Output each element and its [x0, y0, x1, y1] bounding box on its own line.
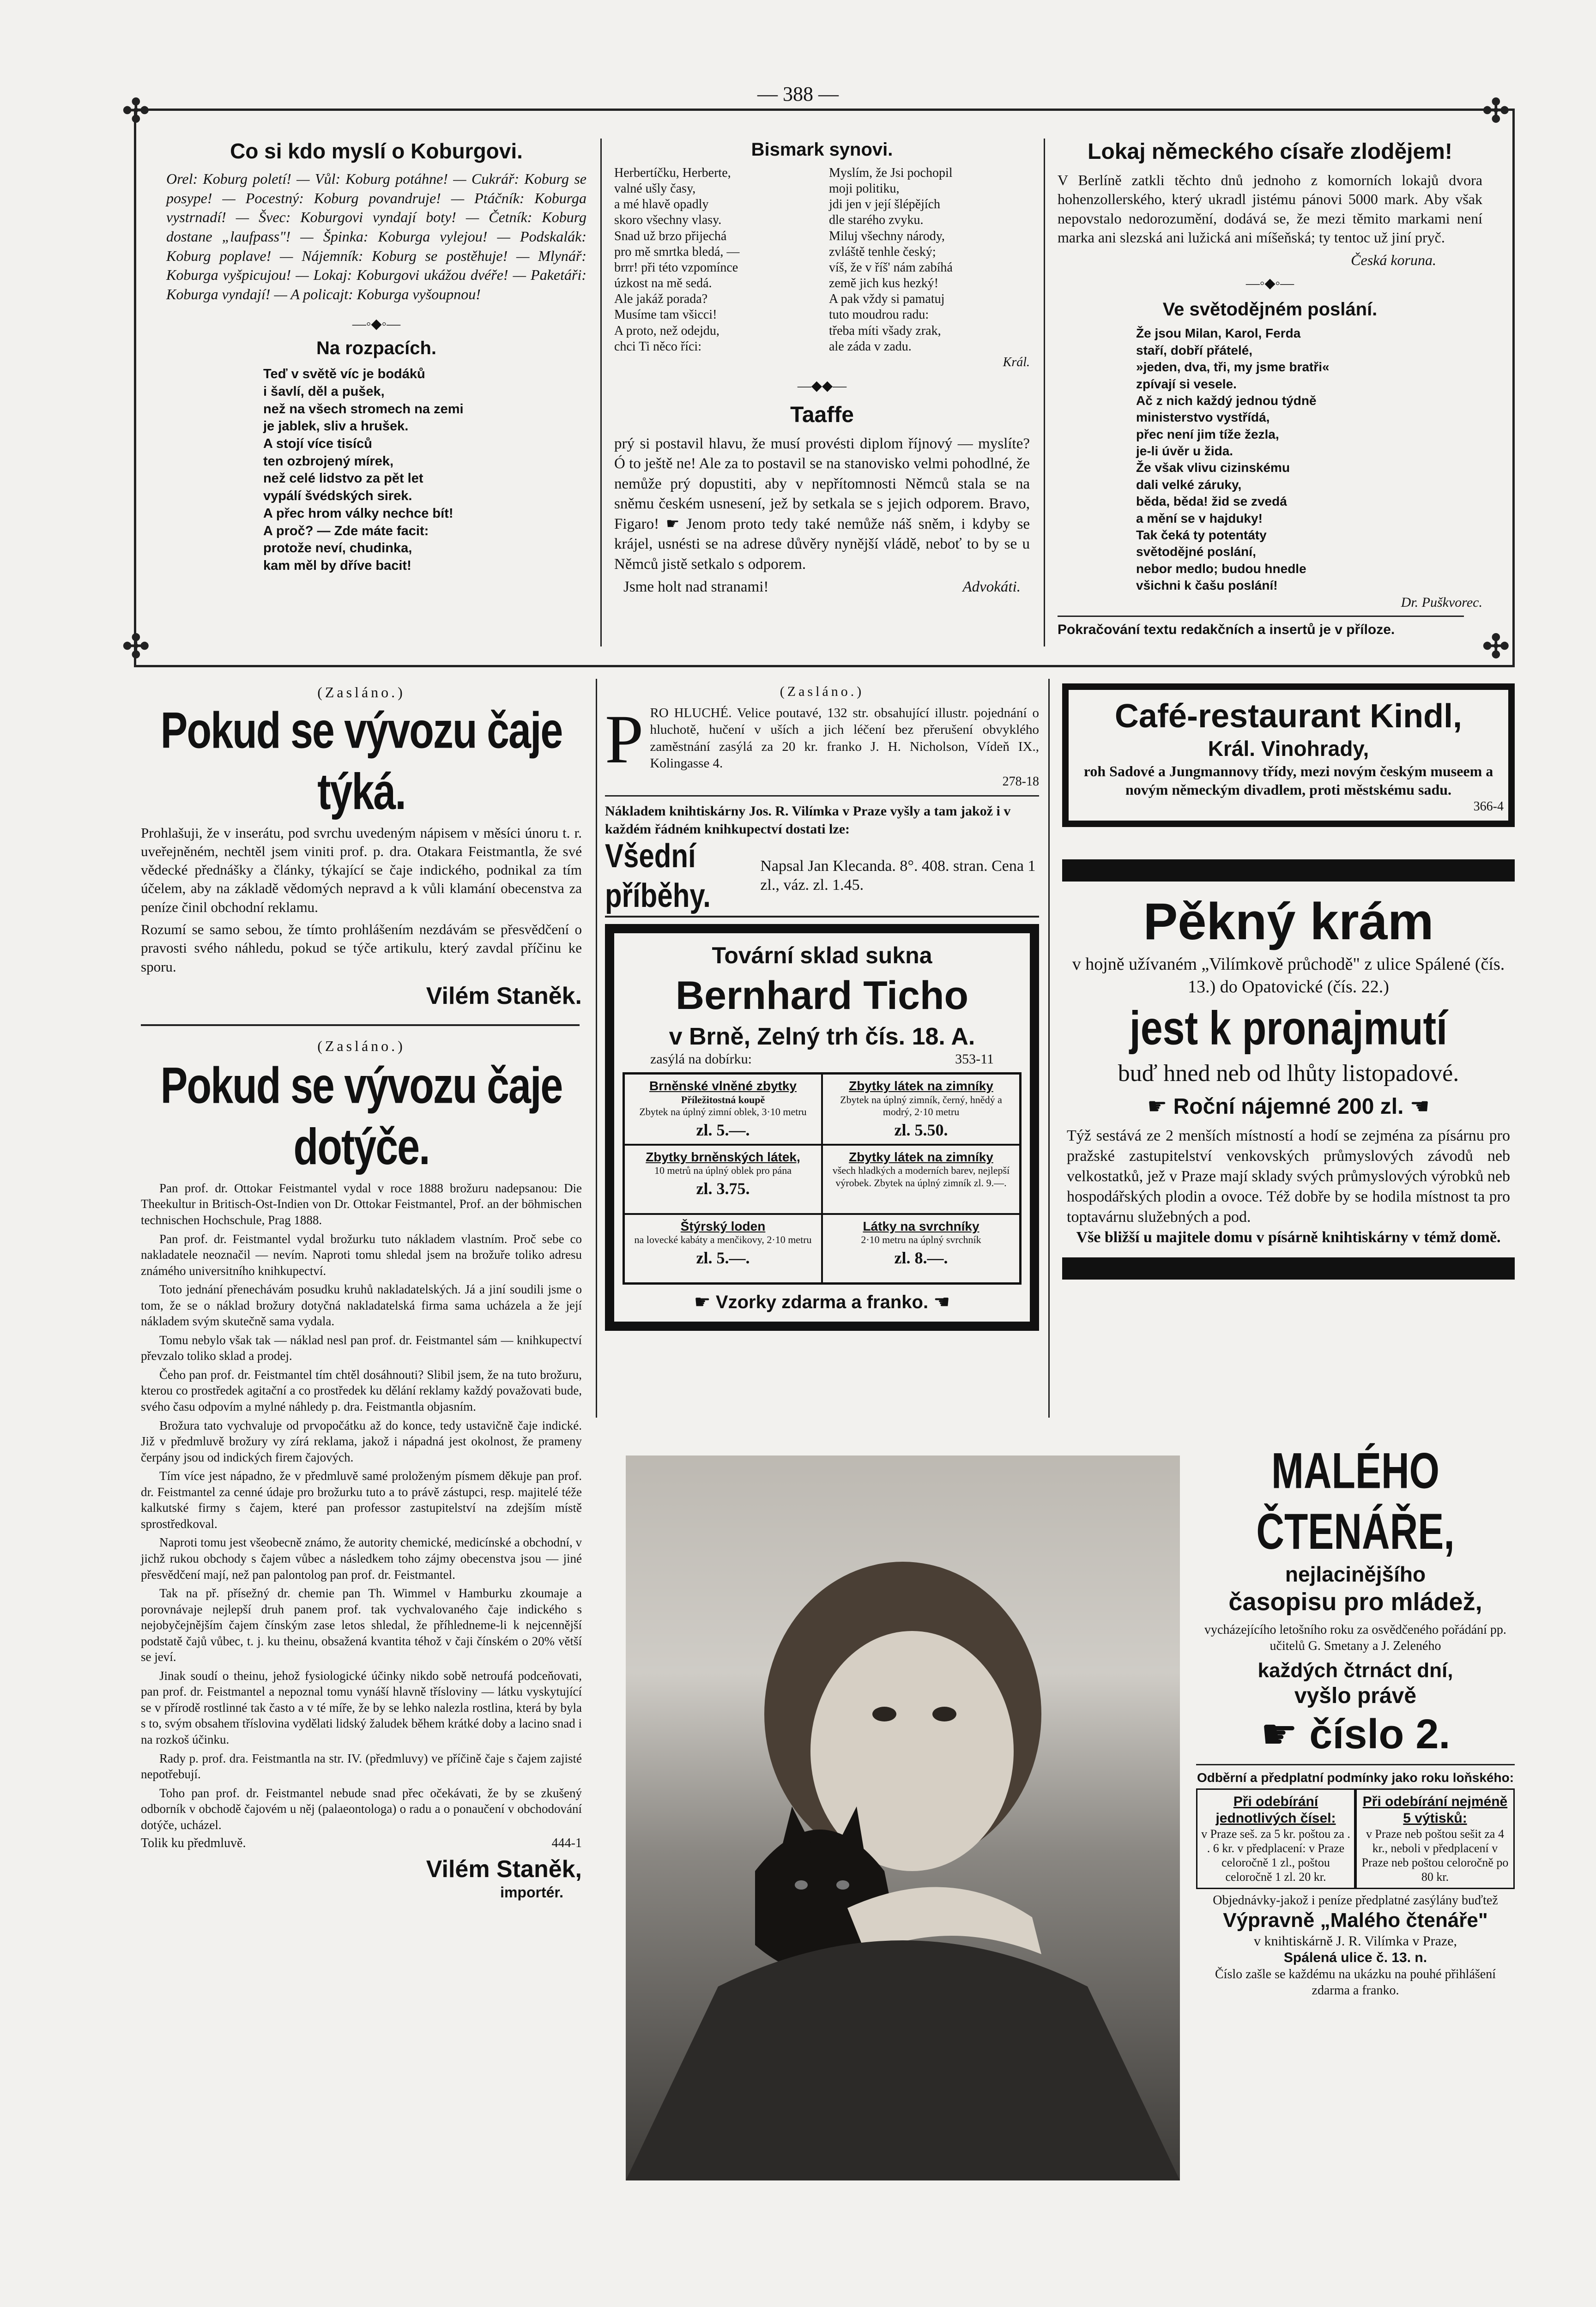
cell-title: Štýrský loden	[680, 1219, 766, 1233]
ad-sub: nejlacinějšího	[1285, 1562, 1426, 1586]
poem-line: je-li úvěr u žida.	[1136, 444, 1233, 459]
notice-body	[141, 1180, 582, 1833]
poem-line: pro mě smrtka bledá, —	[614, 244, 740, 259]
poem-line: Myslím, že Jsi pochopil	[829, 166, 953, 180]
taaffe-title: Taaffe	[790, 403, 854, 428]
price-cell	[624, 1145, 822, 1214]
poem-line: Ale jakáž porada?	[614, 292, 708, 307]
price-cell	[822, 1145, 1020, 1214]
source: Česká koruna.	[1351, 251, 1436, 268]
poem-line: skoro všechny vlasy.	[614, 213, 722, 228]
black-bar	[1062, 859, 1515, 882]
continued-note: Pokračování textu redakčních a insertů je v příloze.	[1058, 622, 1395, 637]
ad-text: Nákladem knihtiskárny Jos. R. Vilímka v Praze vyšly a tam jakož i v každém řádném knihkupectví dostati lze:	[605, 803, 1011, 837]
cell-text: Zbytek na úplný zimní oblek, 3·10 metru	[639, 1106, 807, 1118]
signature: Advokáti.	[962, 579, 1021, 596]
corner-ornament-icon: ✣	[122, 94, 150, 129]
poem-line: než na všech stromech na zemi	[263, 401, 464, 417]
poem-line: protože neví, chudinka,	[263, 541, 412, 556]
rule	[1058, 616, 1464, 617]
cell-text: Zbytek na úplný zimník, černý, hnědý a modrý, 2·10 metru	[840, 1093, 1002, 1118]
middle-ads	[605, 683, 1039, 1331]
issue-number: číslo 2.	[1309, 1711, 1451, 1757]
poem-line: než celé lidstvo za pět let	[263, 471, 423, 486]
poem-line: A pak vždy si pamatuj	[829, 292, 945, 307]
maleho-ctenare-ad	[1196, 1442, 1515, 1999]
bismark-article	[614, 139, 1030, 597]
rule	[141, 1024, 580, 1026]
poem-line: Musíme tam všicci!	[614, 308, 717, 322]
corner-ornament-icon: ✣	[1482, 629, 1510, 665]
zaslano-1	[141, 683, 582, 1902]
poem-line: světodějné poslání,	[1136, 544, 1256, 559]
poem-line: ministerstvo vystřídá,	[1136, 410, 1270, 425]
poem	[1058, 325, 1482, 594]
photo-illustration	[626, 1455, 1180, 2180]
poem-line: třeba míti všady zrak,	[829, 323, 941, 338]
signature: Vilém Staněk.	[426, 982, 582, 1009]
notice-paragraph: Toho pan prof. dr. Feistmantel nebude snad přec očekávati, že by se zkušený odborník v obchodě čajovém u něj (palaeontologa) o radu a o ponaučení v obchodování dotýče, ucházel.	[141, 1786, 582, 1832]
rule	[605, 795, 1039, 797]
poem-line: i šavlí, děl a pušek,	[263, 384, 385, 399]
ad-text: vyšlo právě	[1294, 1684, 1417, 1709]
box-text: v Praze neb poštou sešit za 4 kr., neboli v předplacení v Praze neb poštou celoročně po 80 kr.	[1361, 1827, 1509, 1884]
article-text: V Berlíně zatkli těchto dnů jednoho z komorních lokajů dvora hohenzollerského, který ukradl jistému pánovi 5000 mark. Aby však nepovstalo nedorozumění, dodává se, že mezi těmito markami není marka ani slezská ani lužická ani míšeňská; ty tentoc už jiní pryč.	[1058, 171, 1482, 246]
company-name: Bernhard Ticho	[676, 973, 968, 1018]
kram-ad	[1062, 882, 1515, 1257]
poem-line: nebor medlo; budou hnedle	[1136, 561, 1306, 576]
pointing-hand-icon: ☛	[694, 1292, 716, 1312]
rule	[605, 916, 1039, 918]
taaffe-end: Jsme holt nad stranami!	[623, 579, 769, 596]
article-text: Orel: Koburg poletí! — Vůl: Koburg potáhne! — Cukrář: Koburg se posype! — Pocestný: Koburg povandruje! — Ptáčník: Koburga vystrnadí! — Švec: Koburgovi vyndají boty! — Četník: Koburg dostane „laufpass"! — Špinka: Koburga vylejou! — Podskalák: Koburg poplave! — Nájemník: Koburg se postěhuje! — Mlynář: Koburga vyšpicujou! — Lokaj: Koburgovi ukážou dvéře! — Paketáři: Koburga vyndají! — A policajt: Koburga vyšoupnou!	[166, 170, 586, 302]
price-cell	[624, 1214, 822, 1283]
cell-subtitle: Příležitostná koupě	[681, 1093, 765, 1105]
price-cell	[624, 1074, 822, 1145]
poem-line: všichni k čašu poslání!	[1136, 578, 1278, 593]
child-with-cat-photo	[626, 1455, 1180, 2180]
pointing-hand-icon: ☛	[1260, 1711, 1310, 1757]
poem-line: vypálí švédských sirek.	[263, 489, 412, 504]
right-ads	[1062, 683, 1515, 1280]
signature: Vilém Staněk,	[426, 1855, 582, 1883]
poem-line: víš, že v říš' nám zabíhá	[829, 260, 953, 275]
notice-paragraph: Brožura tato vychvaluje od prvopočátku až do konce, tedy ustavičně čaje indické. Již v předmluvě brožury vy zírá reklama, jakož i nápadná jest okolnost, že prameny čerpány jsou od indických firem čajových.	[141, 1418, 582, 1464]
notice-title: Pokud se vývozu čaje týká.	[160, 701, 562, 820]
poem-line: staří, dobří přátelé,	[1136, 343, 1253, 357]
cell-title: Brněnské vlněné zbytky	[649, 1079, 797, 1093]
column-rule	[1048, 679, 1050, 1418]
ad-code: 366-4	[1473, 799, 1504, 814]
poem	[166, 366, 586, 574]
ad-title: jest k pronajmutí	[1129, 1002, 1448, 1055]
price-cell	[822, 1214, 1020, 1283]
poem-line: Teď v světě víc je bodáků	[263, 367, 425, 382]
ad-text: každých čtrnáct dní,	[1257, 1659, 1453, 1682]
price-grid	[623, 1072, 1022, 1285]
ad-code: 278-18	[1002, 774, 1039, 789]
article-title: Lokaj německého císaře zlodějem!	[1088, 139, 1452, 164]
notice-paragraph: Pan prof. dr. Ottokar Feistmantel vydal v roce 1888 brožuru nadepsanou: Die Theekultur in Britisch-Ost-Indien von Dr. Ottokar Feistmantel, Prof. an der böhmischen technischen Hochschule, Prag 1888.	[141, 1181, 582, 1227]
cell-title: Zbytky látek na zimníky	[849, 1149, 993, 1164]
poem-line: země jich kus hezký!	[829, 276, 939, 291]
corner-ornament-icon: ✣	[122, 629, 150, 665]
ad-code: 353-11	[955, 1051, 994, 1067]
zaslano-label: (Zasláno.)	[317, 1038, 405, 1055]
poem-line: dali velké záruky,	[1136, 477, 1242, 492]
box-title: Při odebírání nejméně 5 výtisků:	[1362, 1794, 1508, 1826]
cell-title: Zbytky brněnských látek,	[646, 1149, 800, 1164]
notice-paragraph: Rady p. prof. dra. Feistmantla na str. IV. (předmluvy) ve příčině čaje s čajem zajisté nepotřebují.	[141, 1751, 582, 1782]
ad-sub: časopisu pro mládež,	[1228, 1588, 1482, 1616]
corner-ornament-icon: ✣	[1482, 94, 1510, 129]
pointing-hand-icon: ☛	[1147, 1094, 1173, 1119]
notice-paragraph: Naproti tomu jest všeobecně známo, že autority chemické, medicínské a obchodní, v jichž rukou obchody s čajem vůbec a následkem toho zájmy obecenstva jsou — jiné přesvědčení mají, než pan palontolog pan prof. dr. Feistmantel.	[141, 1535, 582, 1582]
rule	[1196, 1764, 1515, 1765]
poem-line: A proč? — Zde máte facit:	[263, 523, 429, 538]
poem-line: Že jsou Milan, Karol, Ferda	[1136, 326, 1301, 341]
cell-price: zl. 3.75.	[696, 1179, 750, 1198]
poem-line: Tak čeká ty potentáty	[1136, 528, 1267, 543]
poem-line: tuto moudrou radu:	[829, 308, 929, 322]
cell-text: 10 metrů na úplný oblek pro pána	[654, 1165, 792, 1177]
poem-line: kam měl by dříve bacit!	[263, 558, 411, 573]
cell-text: všech hladkých a moderních barev, nejlepší výrobek. Zbytek na úplný zimník zl. 9.—.	[832, 1165, 1010, 1189]
kindl-ad	[1062, 683, 1515, 827]
cell-text: na lovecké kabáty a menčikovy, 2·10 metru	[634, 1234, 812, 1246]
pointing-hand-icon: ☚	[1403, 1094, 1430, 1119]
poem-line: dle starého zvyku.	[829, 213, 924, 228]
signature: Král.	[1003, 355, 1030, 369]
poem-line: jdi jen v její šlépějích	[829, 197, 941, 212]
poem-line: běda, běda! žid se zvedá	[1136, 494, 1287, 509]
poem-line: je jablek, sliv a hrušek.	[263, 419, 409, 434]
poem-line: úzkost na mě sedá.	[614, 276, 712, 291]
poem-line: ten ozbrojený mírek,	[263, 453, 394, 469]
zaslano-label: (Zasláno.)	[780, 684, 864, 699]
box-title: Při odebírání jednotlivých čísel:	[1215, 1794, 1336, 1826]
koburg-article	[166, 139, 586, 575]
closing: Tolik ku předmluvě.	[141, 1836, 246, 1851]
poem-title: Ve světodějném poslání.	[1162, 299, 1378, 320]
rent: Roční nájemné 200 zl.	[1173, 1094, 1404, 1119]
poem-line: A proto, než odejdu,	[614, 323, 719, 338]
ad-text: Spálená ulice č. 13. n.	[1283, 1950, 1427, 1965]
company-address: v Brně, Zelný trh čís. 18. A.	[669, 1023, 975, 1050]
signature-role: importér.	[500, 1884, 563, 1901]
article-title: Bismark synovi.	[751, 139, 893, 160]
bulk-box	[1355, 1788, 1515, 1890]
poem-line: Snad už brzo přijechá	[614, 229, 727, 243]
poem-line: a mění se v hajduky!	[1136, 511, 1263, 525]
cell-title: Látky na svrchníky	[863, 1219, 979, 1233]
poem-right	[829, 165, 1030, 355]
book-title: Všední příběhy.	[605, 837, 711, 914]
column-rule	[596, 679, 597, 1418]
poem-line: přec není jim tíže žezla,	[1136, 427, 1279, 441]
ship-note: zasýlá na dobírku:	[650, 1051, 752, 1067]
ad-text: Číslo zašle se každému na ukázku na pouhé přihlášení zdarma a franko.	[1215, 1967, 1496, 1998]
ad-text: RO HLUCHÉ. Velice poutavé, 132 str. obsahující illustr. pojednání o hluchotě, hučení v uších a jich léčení bez přerušení obvyklého zaměstnání zasýlá za 20 kr. franko J. H. Nicholson, Vídeň IX., Kolingasse 4.	[650, 706, 1039, 771]
ad-foot: ☛ Vzorky zdarma a franko. ☚	[694, 1292, 950, 1312]
zaslano-label: (Zasláno.)	[317, 684, 405, 701]
drop-cap: P	[605, 701, 644, 778]
poem-line: »jeden, dva, tři, my jsme bratři«	[1136, 360, 1330, 374]
notice-paragraph: Čeho pan prof. dr. Feistmantel tím chtěl dosáhnouti? Slibil jsem, že na tuto brožuru, kterou co prostředek agitační a co prostředek ku dělání reklamy každý považovati bude, svého času odpovím a mylné náhledy p. dra. Feistmantla objasním.	[141, 1367, 582, 1414]
black-bar	[1062, 1257, 1515, 1280]
ad-text: v knihtiskárně J. R. Vilímka v Praze,	[1253, 1933, 1457, 1949]
cell-price: zl. 5.—.	[696, 1248, 750, 1267]
pointing-hand-icon: ☚	[928, 1292, 950, 1312]
poem-line: Miluj všechny národy,	[829, 229, 945, 243]
poem-line: chci Ti něco říci:	[614, 339, 701, 354]
ad-text: Vše bližší u majitele domu v písárně knihtiskárny v témž domě.	[1076, 1229, 1501, 1246]
single-issue-box	[1196, 1788, 1355, 1890]
cell-title: Zbytky látek na zimníky	[849, 1079, 993, 1093]
column-rule	[1044, 139, 1045, 646]
poem-line: ale záda v zadu.	[829, 339, 912, 354]
poem-line: brrr! při této vzpomínce	[614, 260, 738, 275]
poem-title: Na rozpacích.	[316, 338, 437, 359]
ad-head: Tovární sklad sukna	[712, 942, 932, 968]
notice-title: Pokud se vývozu čaje dotýče.	[160, 1057, 562, 1175]
column-rule	[600, 139, 602, 646]
ad-title: Pěkný krám	[1143, 893, 1434, 951]
poem-line: zpívají si vesele.	[1136, 376, 1237, 391]
poem-line: Ač z nich každý jednou týdně	[1136, 393, 1317, 408]
price-cell	[822, 1074, 1020, 1145]
ad-text: Týž sestává ze 2 menších místností a hodí se zejména za písárnu pro pražské zastupitelství venkovských průmyslových závodů neb velkostatků, jež v Praze mají sklady svých průmyslových výrobků neb hospodářských plodin a ovoce. Též dobře by se hodila místnost ta pro toptavárnu služebných a pod.	[1067, 1127, 1510, 1226]
ad-code: 444-1	[551, 1836, 582, 1851]
poem-line: a mé hlavě opadly	[614, 197, 709, 212]
cell-price: zl. 5.—.	[696, 1120, 750, 1139]
company-place: Král. Vinohrady,	[1208, 737, 1369, 761]
notice-paragraph: Tím více jest nápadno, že v předmluvě samé proloženým písmem děkuje pan prof. dr. Feistmantel za cenné údaje pro brožurku tuto a to právě zástupci, resp. majitelé téže kalkutské firmy s čajem, které pan professor zastupitelství na zdejším místě sprostředkoval.	[141, 1469, 582, 1531]
notice-text: Prohlašuji, že v inserátu, pod svrchu uvedeným nápisem v měsíci únoru t. r. uveřejněném, nechtěl jsem viniti prof. p. dra. Otakara Feistmantla, že své vědecké přednášky a články, týkající se čaje indického, podnikal za tím účelem, aby na základě vědomých nepravd a k vůli klamání obecenstva za peníze činil obchodní reklamu.	[141, 824, 582, 915]
ad-text: Objednávky-jakož i peníze předplatné zasýlány buďtež	[1213, 1893, 1498, 1908]
notice-paragraph: Toto jednání přenechávám posudku kruhů nakladatelských. Já a jiní soudili jsme o tom, že se o náklad brožury dotyčná nakladatelská firma sama ucházela a že její nákladem svým skutečně sama vydala.	[141, 1282, 582, 1329]
divider-icon: —◦◆◦—	[352, 316, 401, 332]
notice-paragraph: Tomu nebylo však tak — náklad nesl pan prof. dr. Feistmantel sám — knihkupectví převzalo toliko sklad a prodej.	[141, 1333, 582, 1363]
ad-text: Výpravně „Malého čtenáře"	[1223, 1908, 1488, 1932]
poem-left	[614, 165, 815, 355]
ad-text: v hojně užívaném „Vilímkově průchodě" z ulice Spálené (čís. 13.) do Opatovické (čís. 22.)	[1072, 954, 1505, 996]
poem-line: A stojí více tisíců	[263, 436, 372, 452]
cell-price: zl. 5.50.	[894, 1120, 948, 1139]
cell-text: 2·10 metru na úplný svrchník	[861, 1234, 981, 1246]
ad-text: buď hned neb od lhůty listopadové.	[1118, 1060, 1459, 1087]
poem-line: moji politiku,	[829, 181, 900, 196]
poem-line: zvláště tenhle český;	[829, 244, 936, 259]
taaffe-text: prý si postavil hlavu, že musí provésti diplom říjnový — myslíte? Ó to ještě ne! Ale za to postavil se na stanovisko velmi pohodlné, že nemůže prý dopustiti, aby v nepřítomnosti Němců stala se na sněmu českém usnesení, jež by setkala se s jejich odporem. Bravo, Figaro! ☛ Jenom proto tedy také nemůže náš sněm, i kdyby se krájel, usnésti se na adrese důvěry nynější vládě, neboť to by se u Němců jistě setkalo s odporem.	[614, 435, 1030, 573]
lokaj-article	[1058, 139, 1482, 638]
notice-paragraph: Tak na př. přísežný dr. chemie pan Th. Wimmel v Hamburku zkoumaje a porovnávaje nejlepší druh panem prof. tak vychvalovaného čaje indického s nejobyčejnějším čajem čínským zase letos shledal, že příhledneme-li k nejcennější podstatě čajů vůbec, t. j. ku theinu, obsažená kvantita téhož v čaji čínském o 20% větší se jeví.	[141, 1586, 582, 1664]
signature: Dr. Puškvorec.	[1401, 594, 1482, 610]
cell-price: zl. 8.—.	[894, 1248, 948, 1267]
notice-text: Rozumí se samo sebou, že tímto prohlášením nezdávám se přesvědčení o pravosti svého náhledu, pokud se týče artikulu, který zavdal příčinu ke sporu.	[141, 921, 582, 975]
divider-icon: —◦◆◦—	[1245, 276, 1294, 291]
poem-line: A přec hrom války nechce bít!	[263, 506, 453, 521]
ad-title: MALÉHO ČTENÁŘE,	[1256, 1442, 1455, 1559]
poem-line: Že však vlivu cizinskému	[1136, 460, 1290, 475]
separator	[143, 665, 1510, 666]
notice-paragraph: Jinak soudí o theinu, jehož fysiologické účinky nikdo sobě netroufá podceňovati, pan prof. dr. Feistmantel a nepoznal tomu vynáší hlavně třísloviny — látku vyskytující se v přírodě rostlinné tak často a v té míře, že by se lehko nalezla rostlina, která by byla s to, svým obsahem tříslovina vydělati lidský žaludek během krátké doby a lacino snad i na rozkoš účinku.	[141, 1668, 582, 1746]
divider-icon: —◆◆—	[797, 378, 847, 394]
article-title: Co si kdo myslí o Koburgovi.	[230, 139, 523, 163]
box-text: v Praze seš. za 5 kr. poštou za . . 6 kr. v předplacení: v Praze celoročně 1 zl., poštou celoročně 1 zl. 20 kr.	[1201, 1827, 1350, 1884]
company-address: roh Sadové a Jungmannovy třídy, mezi novým českým museem a novým německým divadlem, proti městskému sadu.	[1083, 762, 1493, 798]
ticho-ad	[605, 924, 1039, 1331]
page-number: — 388 —	[757, 83, 839, 105]
conditions-title: Odběrní a předplatní podmínky jako roku loňského:	[1197, 1770, 1514, 1785]
poem-line: Herbertíčku, Herberte,	[614, 166, 731, 180]
ad-text: vycházejícího letošního roku za osvědčeného pořádání pp. učitelů G. Smetany a J. Zeleného	[1204, 1622, 1506, 1653]
notice-paragraph: Pan prof. dr. Feistmantel vydal brožurku tuto nákladem vlastním. Proč sebe co nakladatele neoznačil — nevím. Naproti tomu shledal jsem na brožuře toliko adresu známého universitního knihkupectví.	[141, 1232, 582, 1278]
company-name: Café-restaurant Kindl,	[1114, 698, 1463, 735]
book-info: Napsal Jan Klecanda. 8°. 408. stran. Cena 1 zl., váz. zl. 1.45.	[760, 857, 1036, 894]
poem-line: valné ušly časy,	[614, 181, 696, 196]
